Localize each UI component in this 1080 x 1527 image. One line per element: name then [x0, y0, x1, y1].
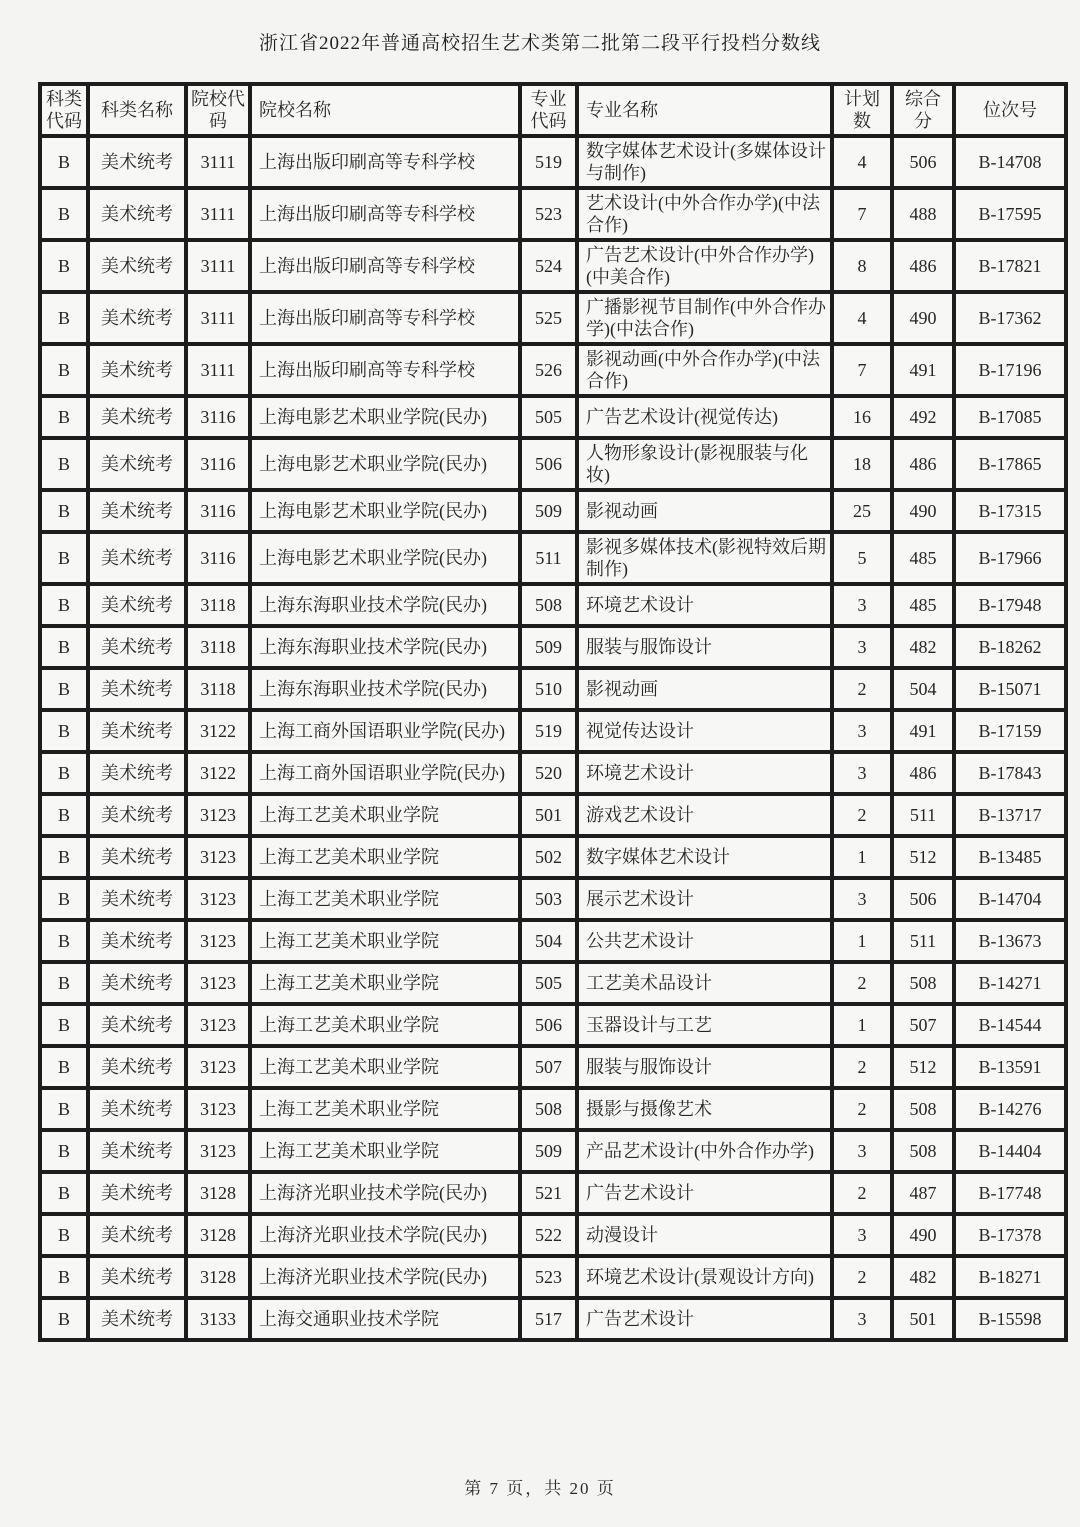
cell-major-code: 506: [521, 1005, 576, 1045]
cell-college-code: 3116: [187, 491, 249, 531]
cell-category-code: B: [41, 837, 87, 877]
cell-category-name: 美术统考: [89, 345, 185, 395]
cell-college-name: 上海济光职业技术学院(民办): [251, 1257, 519, 1297]
cell-major-code: 523: [521, 1257, 576, 1297]
cell-major-code: 519: [521, 711, 576, 751]
cell-category-code: B: [41, 1257, 87, 1297]
cell-category-name: 美术统考: [89, 627, 185, 667]
cell-college-code: 3128: [187, 1215, 249, 1255]
cell-rank-number: B-17948: [955, 585, 1065, 625]
cell-major-name: 服装与服饰设计: [578, 627, 831, 667]
cell-major-code: 501: [521, 795, 576, 835]
cell-college-name: 上海电影艺术职业学院(民办): [251, 439, 519, 489]
cell-college-name: 上海出版印刷高等专科学校: [251, 137, 519, 187]
cell-college-name: 上海出版印刷高等专科学校: [251, 293, 519, 343]
cell-college-code: 3123: [187, 1131, 249, 1171]
cell-plan-count: 4: [833, 293, 891, 343]
cell-category-name: 美术统考: [89, 1047, 185, 1087]
table-row: [41, 963, 1065, 1003]
table-row: [41, 921, 1065, 961]
cell-major-name: 工艺美术品设计: [578, 963, 831, 1003]
cell-college-name: 上海工艺美术职业学院: [251, 837, 519, 877]
cell-category-name: 美术统考: [89, 753, 185, 793]
cell-category-name: 美术统考: [89, 879, 185, 919]
cell-composite-score: 491: [893, 711, 953, 751]
cell-plan-count: 1: [833, 921, 891, 961]
cell-plan-count: 2: [833, 963, 891, 1003]
cell-major-code: 508: [521, 1089, 576, 1129]
cell-category-name: 美术统考: [89, 1257, 185, 1297]
cell-plan-count: 5: [833, 533, 891, 583]
table-row: [41, 1047, 1065, 1087]
cell-major-name: 视觉传达设计: [578, 711, 831, 751]
cell-plan-count: 2: [833, 669, 891, 709]
cell-rank-number: B-17595: [955, 189, 1065, 239]
cell-rank-number: B-14276: [955, 1089, 1065, 1129]
cell-composite-score: 508: [893, 1131, 953, 1171]
cell-major-code: 502: [521, 837, 576, 877]
cell-college-code: 3118: [187, 627, 249, 667]
cell-composite-score: 490: [893, 491, 953, 531]
cell-category-name: 美术统考: [89, 1131, 185, 1171]
cell-category-name: 美术统考: [89, 837, 185, 877]
cell-major-name: 数字媒体艺术设计(多媒体设计与制作): [578, 137, 831, 187]
cell-rank-number: B-17159: [955, 711, 1065, 751]
cell-rank-number: B-17085: [955, 397, 1065, 437]
cell-category-code: B: [41, 1299, 87, 1339]
cell-composite-score: 501: [893, 1299, 953, 1339]
cell-composite-score: 506: [893, 137, 953, 187]
cell-major-code: 522: [521, 1215, 576, 1255]
column-header-category-name: 科类名称: [89, 85, 185, 135]
cell-college-name: 上海工艺美术职业学院: [251, 1005, 519, 1045]
cell-rank-number: B-17966: [955, 533, 1065, 583]
cell-category-code: B: [41, 711, 87, 751]
cell-plan-count: 1: [833, 1005, 891, 1045]
table-row: [41, 345, 1065, 395]
cell-college-name: 上海工艺美术职业学院: [251, 963, 519, 1003]
cell-plan-count: 2: [833, 1257, 891, 1297]
cell-college-name: 上海工艺美术职业学院: [251, 879, 519, 919]
cell-major-name: 数字媒体艺术设计: [578, 837, 831, 877]
cell-category-code: B: [41, 1215, 87, 1255]
cell-major-code: 526: [521, 345, 576, 395]
cell-major-name: 影视多媒体技术(影视特效后期制作): [578, 533, 831, 583]
cell-category-name: 美术统考: [89, 189, 185, 239]
cell-rank-number: B-17748: [955, 1173, 1065, 1213]
cell-major-code: 521: [521, 1173, 576, 1213]
cell-category-code: B: [41, 1173, 87, 1213]
cell-category-name: 美术统考: [89, 241, 185, 291]
cell-category-code: B: [41, 1089, 87, 1129]
cell-category-name: 美术统考: [89, 533, 185, 583]
cell-plan-count: 8: [833, 241, 891, 291]
cell-category-code: B: [41, 345, 87, 395]
cell-major-code: 505: [521, 963, 576, 1003]
cell-major-code: 520: [521, 753, 576, 793]
cell-major-name: 影视动画: [578, 491, 831, 531]
cell-composite-score: 504: [893, 669, 953, 709]
cell-rank-number: B-14544: [955, 1005, 1065, 1045]
cell-major-code: 504: [521, 921, 576, 961]
table-header-row: [41, 85, 1065, 135]
cell-college-name: 上海工艺美术职业学院: [251, 1131, 519, 1171]
cell-major-code: 511: [521, 533, 576, 583]
cell-major-name: 摄影与摄像艺术: [578, 1089, 831, 1129]
cell-major-code: 525: [521, 293, 576, 343]
cell-plan-count: 3: [833, 879, 891, 919]
cell-major-code: 517: [521, 1299, 576, 1339]
cell-plan-count: 7: [833, 345, 891, 395]
cell-composite-score: 486: [893, 439, 953, 489]
cell-college-code: 3122: [187, 753, 249, 793]
cell-college-name: 上海工商外国语职业学院(民办): [251, 753, 519, 793]
cell-college-code: 3128: [187, 1173, 249, 1213]
cell-category-code: B: [41, 921, 87, 961]
cell-major-code: 506: [521, 439, 576, 489]
cell-major-name: 艺术设计(中外合作办学)(中法合作): [578, 189, 831, 239]
cell-major-code: 519: [521, 137, 576, 187]
cell-composite-score: 482: [893, 1257, 953, 1297]
table-row: [41, 711, 1065, 751]
cell-major-name: 影视动画: [578, 669, 831, 709]
cell-major-name: 展示艺术设计: [578, 879, 831, 919]
cell-category-name: 美术统考: [89, 711, 185, 751]
cell-major-code: 503: [521, 879, 576, 919]
cell-plan-count: 2: [833, 1089, 891, 1129]
table-row: [41, 533, 1065, 583]
cell-college-code: 3116: [187, 439, 249, 489]
cell-composite-score: 486: [893, 753, 953, 793]
cell-college-code: 3111: [187, 345, 249, 395]
cell-college-name: 上海东海职业技术学院(民办): [251, 669, 519, 709]
cell-rank-number: B-13485: [955, 837, 1065, 877]
cell-category-code: B: [41, 627, 87, 667]
cell-plan-count: 2: [833, 795, 891, 835]
cell-major-name: 广告艺术设计(视觉传达): [578, 397, 831, 437]
cell-college-code: 3123: [187, 837, 249, 877]
cell-category-code: B: [41, 1131, 87, 1171]
cell-rank-number: B-17865: [955, 439, 1065, 489]
cell-college-name: 上海出版印刷高等专科学校: [251, 241, 519, 291]
cell-composite-score: 512: [893, 837, 953, 877]
cell-major-name: 广告艺术设计(中外合作办学)(中美合作): [578, 241, 831, 291]
cell-rank-number: B-13717: [955, 795, 1065, 835]
cell-category-code: B: [41, 1047, 87, 1087]
table-row: [41, 1257, 1065, 1297]
table-row: [41, 795, 1065, 835]
cell-major-code: 508: [521, 585, 576, 625]
table-row: [41, 293, 1065, 343]
cell-major-name: 游戏艺术设计: [578, 795, 831, 835]
cell-plan-count: 2: [833, 1173, 891, 1213]
cell-college-code: 3128: [187, 1257, 249, 1297]
cell-category-code: B: [41, 293, 87, 343]
cell-major-name: 产品艺术设计(中外合作办学): [578, 1131, 831, 1171]
cell-major-name: 广告艺术设计: [578, 1299, 831, 1339]
cell-category-name: 美术统考: [89, 397, 185, 437]
cell-plan-count: 3: [833, 1299, 891, 1339]
page-number: 第 7 页，共 20 页: [464, 1479, 616, 1498]
cell-composite-score: 507: [893, 1005, 953, 1045]
cell-college-name: 上海工艺美术职业学院: [251, 921, 519, 961]
cell-plan-count: 4: [833, 137, 891, 187]
cell-college-code: 3111: [187, 137, 249, 187]
cell-category-name: 美术统考: [89, 1299, 185, 1339]
cell-category-code: B: [41, 241, 87, 291]
cell-category-name: 美术统考: [89, 137, 185, 187]
cell-rank-number: B-18262: [955, 627, 1065, 667]
cell-college-name: 上海东海职业技术学院(民办): [251, 627, 519, 667]
cell-college-name: 上海电影艺术职业学院(民办): [251, 397, 519, 437]
cell-major-name: 人物形象设计(影视服装与化妆): [578, 439, 831, 489]
cell-major-code: 509: [521, 491, 576, 531]
cell-rank-number: B-17378: [955, 1215, 1065, 1255]
table-row: [41, 585, 1065, 625]
cell-rank-number: B-15598: [955, 1299, 1065, 1339]
table-body: [41, 137, 1065, 1339]
cell-composite-score: 506: [893, 879, 953, 919]
cell-category-code: B: [41, 189, 87, 239]
cell-college-name: 上海工艺美术职业学院: [251, 1089, 519, 1129]
cell-college-code: 3123: [187, 1089, 249, 1129]
cell-rank-number: B-13591: [955, 1047, 1065, 1087]
cell-major-name: 环境艺术设计: [578, 585, 831, 625]
cell-rank-number: B-17821: [955, 241, 1065, 291]
cell-plan-count: 3: [833, 1215, 891, 1255]
cell-rank-number: B-17843: [955, 753, 1065, 793]
cell-rank-number: B-17196: [955, 345, 1065, 395]
cell-plan-count: 7: [833, 189, 891, 239]
column-header-category-code: 科类代码: [41, 85, 87, 135]
cell-major-code: 505: [521, 397, 576, 437]
cell-plan-count: 3: [833, 1131, 891, 1171]
cell-composite-score: 485: [893, 533, 953, 583]
cell-major-name: 玉器设计与工艺: [578, 1005, 831, 1045]
table-row: [41, 1131, 1065, 1171]
cell-major-name: 环境艺术设计(景观设计方向): [578, 1257, 831, 1297]
cell-rank-number: B-14404: [955, 1131, 1065, 1171]
cell-major-name: 公共艺术设计: [578, 921, 831, 961]
cell-college-name: 上海工商外国语职业学院(民办): [251, 711, 519, 751]
cell-category-name: 美术统考: [89, 963, 185, 1003]
cell-plan-count: 2: [833, 1047, 891, 1087]
table-row: [41, 397, 1065, 437]
table-row: [41, 439, 1065, 489]
cell-major-code: 510: [521, 669, 576, 709]
cell-rank-number: B-14704: [955, 879, 1065, 919]
cell-category-name: 美术统考: [89, 293, 185, 343]
table-row: [41, 879, 1065, 919]
cell-college-code: 3111: [187, 293, 249, 343]
cell-category-code: B: [41, 439, 87, 489]
cell-major-name: 广告艺术设计: [578, 1173, 831, 1213]
cell-college-name: 上海东海职业技术学院(民办): [251, 585, 519, 625]
cell-major-code: 509: [521, 627, 576, 667]
cell-plan-count: 16: [833, 397, 891, 437]
cell-major-name: 服装与服饰设计: [578, 1047, 831, 1087]
cell-composite-score: 492: [893, 397, 953, 437]
cell-college-code: 3123: [187, 1047, 249, 1087]
cell-plan-count: 3: [833, 753, 891, 793]
cell-major-name: 影视动画(中外合作办学)(中法合作): [578, 345, 831, 395]
cell-composite-score: 490: [893, 1215, 953, 1255]
table-row: [41, 1173, 1065, 1213]
cell-major-code: 509: [521, 1131, 576, 1171]
column-header-college-code: 院校代码: [187, 85, 249, 135]
cell-composite-score: 486: [893, 241, 953, 291]
cell-college-name: 上海出版印刷高等专科学校: [251, 189, 519, 239]
cell-category-code: B: [41, 795, 87, 835]
cell-plan-count: 25: [833, 491, 891, 531]
cell-composite-score: 508: [893, 963, 953, 1003]
cell-category-code: B: [41, 397, 87, 437]
cell-college-name: 上海济光职业技术学院(民办): [251, 1215, 519, 1255]
cell-college-name: 上海电影艺术职业学院(民办): [251, 533, 519, 583]
cell-category-name: 美术统考: [89, 585, 185, 625]
cell-rank-number: B-18271: [955, 1257, 1065, 1297]
cell-rank-number: B-17315: [955, 491, 1065, 531]
cell-category-name: 美术统考: [89, 1089, 185, 1129]
cell-category-name: 美术统考: [89, 921, 185, 961]
table-row: [41, 1299, 1065, 1339]
cell-rank-number: B-17362: [955, 293, 1065, 343]
column-header-plan-count: 计划数: [833, 85, 891, 135]
cell-major-code: 507: [521, 1047, 576, 1087]
cell-composite-score: 508: [893, 1089, 953, 1129]
column-header-major-name: 专业名称: [578, 85, 831, 135]
cell-category-name: 美术统考: [89, 669, 185, 709]
cell-plan-count: 18: [833, 439, 891, 489]
cell-category-name: 美术统考: [89, 1005, 185, 1045]
table-row: [41, 189, 1065, 239]
cell-college-name: 上海工艺美术职业学院: [251, 795, 519, 835]
table-row: [41, 669, 1065, 709]
cell-college-code: 3116: [187, 397, 249, 437]
cell-category-code: B: [41, 491, 87, 531]
table-row: [41, 1005, 1065, 1045]
cell-composite-score: 511: [893, 795, 953, 835]
cell-major-name: 动漫设计: [578, 1215, 831, 1255]
cell-category-code: B: [41, 1005, 87, 1045]
cell-composite-score: 488: [893, 189, 953, 239]
cell-composite-score: 485: [893, 585, 953, 625]
cell-plan-count: 3: [833, 711, 891, 751]
cell-college-name: 上海出版印刷高等专科学校: [251, 345, 519, 395]
cell-rank-number: B-15071: [955, 669, 1065, 709]
table-row: [41, 491, 1065, 531]
cell-plan-count: 3: [833, 627, 891, 667]
cell-category-code: B: [41, 669, 87, 709]
cell-category-name: 美术统考: [89, 491, 185, 531]
cell-college-code: 3111: [187, 241, 249, 291]
cell-category-code: B: [41, 753, 87, 793]
cell-major-code: 524: [521, 241, 576, 291]
cell-college-code: 3123: [187, 1005, 249, 1045]
cell-category-name: 美术统考: [89, 1173, 185, 1213]
cell-composite-score: 490: [893, 293, 953, 343]
cell-college-code: 3123: [187, 879, 249, 919]
cell-college-code: 3123: [187, 795, 249, 835]
column-header-major-code: 专业代码: [521, 85, 576, 135]
cell-plan-count: 3: [833, 585, 891, 625]
cell-college-code: 3116: [187, 533, 249, 583]
cell-category-name: 美术统考: [89, 439, 185, 489]
cell-plan-count: 1: [833, 837, 891, 877]
cell-college-code: 3133: [187, 1299, 249, 1339]
cell-category-name: 美术统考: [89, 795, 185, 835]
cell-rank-number: B-14708: [955, 137, 1065, 187]
cell-major-name: 广播影视节目制作(中外合作办学)(中法合作): [578, 293, 831, 343]
cell-major-code: 523: [521, 189, 576, 239]
cell-composite-score: 487: [893, 1173, 953, 1213]
table-row: [41, 627, 1065, 667]
table-row: [41, 137, 1065, 187]
cell-college-code: 3118: [187, 585, 249, 625]
cell-college-code: 3111: [187, 189, 249, 239]
cell-college-code: 3118: [187, 669, 249, 709]
table-row: [41, 837, 1065, 877]
column-header-college-name: 院校名称: [251, 85, 519, 135]
page-title: 浙江省2022年普通高校招生艺术类第二批第二段平行投档分数线: [258, 33, 821, 54]
cell-college-code: 3123: [187, 963, 249, 1003]
cell-category-code: B: [41, 533, 87, 583]
cell-category-code: B: [41, 585, 87, 625]
cell-category-code: B: [41, 879, 87, 919]
cell-rank-number: B-14271: [955, 963, 1065, 1003]
score-table: [38, 82, 1068, 1342]
cell-college-name: 上海电影艺术职业学院(民办): [251, 491, 519, 531]
column-header-rank-number: 位次号: [955, 85, 1065, 135]
cell-rank-number: B-13673: [955, 921, 1065, 961]
table-row: [41, 1215, 1065, 1255]
cell-category-code: B: [41, 137, 87, 187]
table-row: [41, 1089, 1065, 1129]
cell-composite-score: 482: [893, 627, 953, 667]
cell-college-name: 上海交通职业技术学院: [251, 1299, 519, 1339]
cell-major-name: 环境艺术设计: [578, 753, 831, 793]
cell-college-code: 3123: [187, 921, 249, 961]
cell-category-name: 美术统考: [89, 1215, 185, 1255]
column-header-composite-score: 综合分: [893, 85, 953, 135]
cell-composite-score: 512: [893, 1047, 953, 1087]
cell-category-code: B: [41, 963, 87, 1003]
cell-composite-score: 511: [893, 921, 953, 961]
cell-college-code: 3122: [187, 711, 249, 751]
table-row: [41, 241, 1065, 291]
table-row: [41, 753, 1065, 793]
cell-composite-score: 491: [893, 345, 953, 395]
cell-college-name: 上海工艺美术职业学院: [251, 1047, 519, 1087]
cell-college-name: 上海济光职业技术学院(民办): [251, 1173, 519, 1213]
